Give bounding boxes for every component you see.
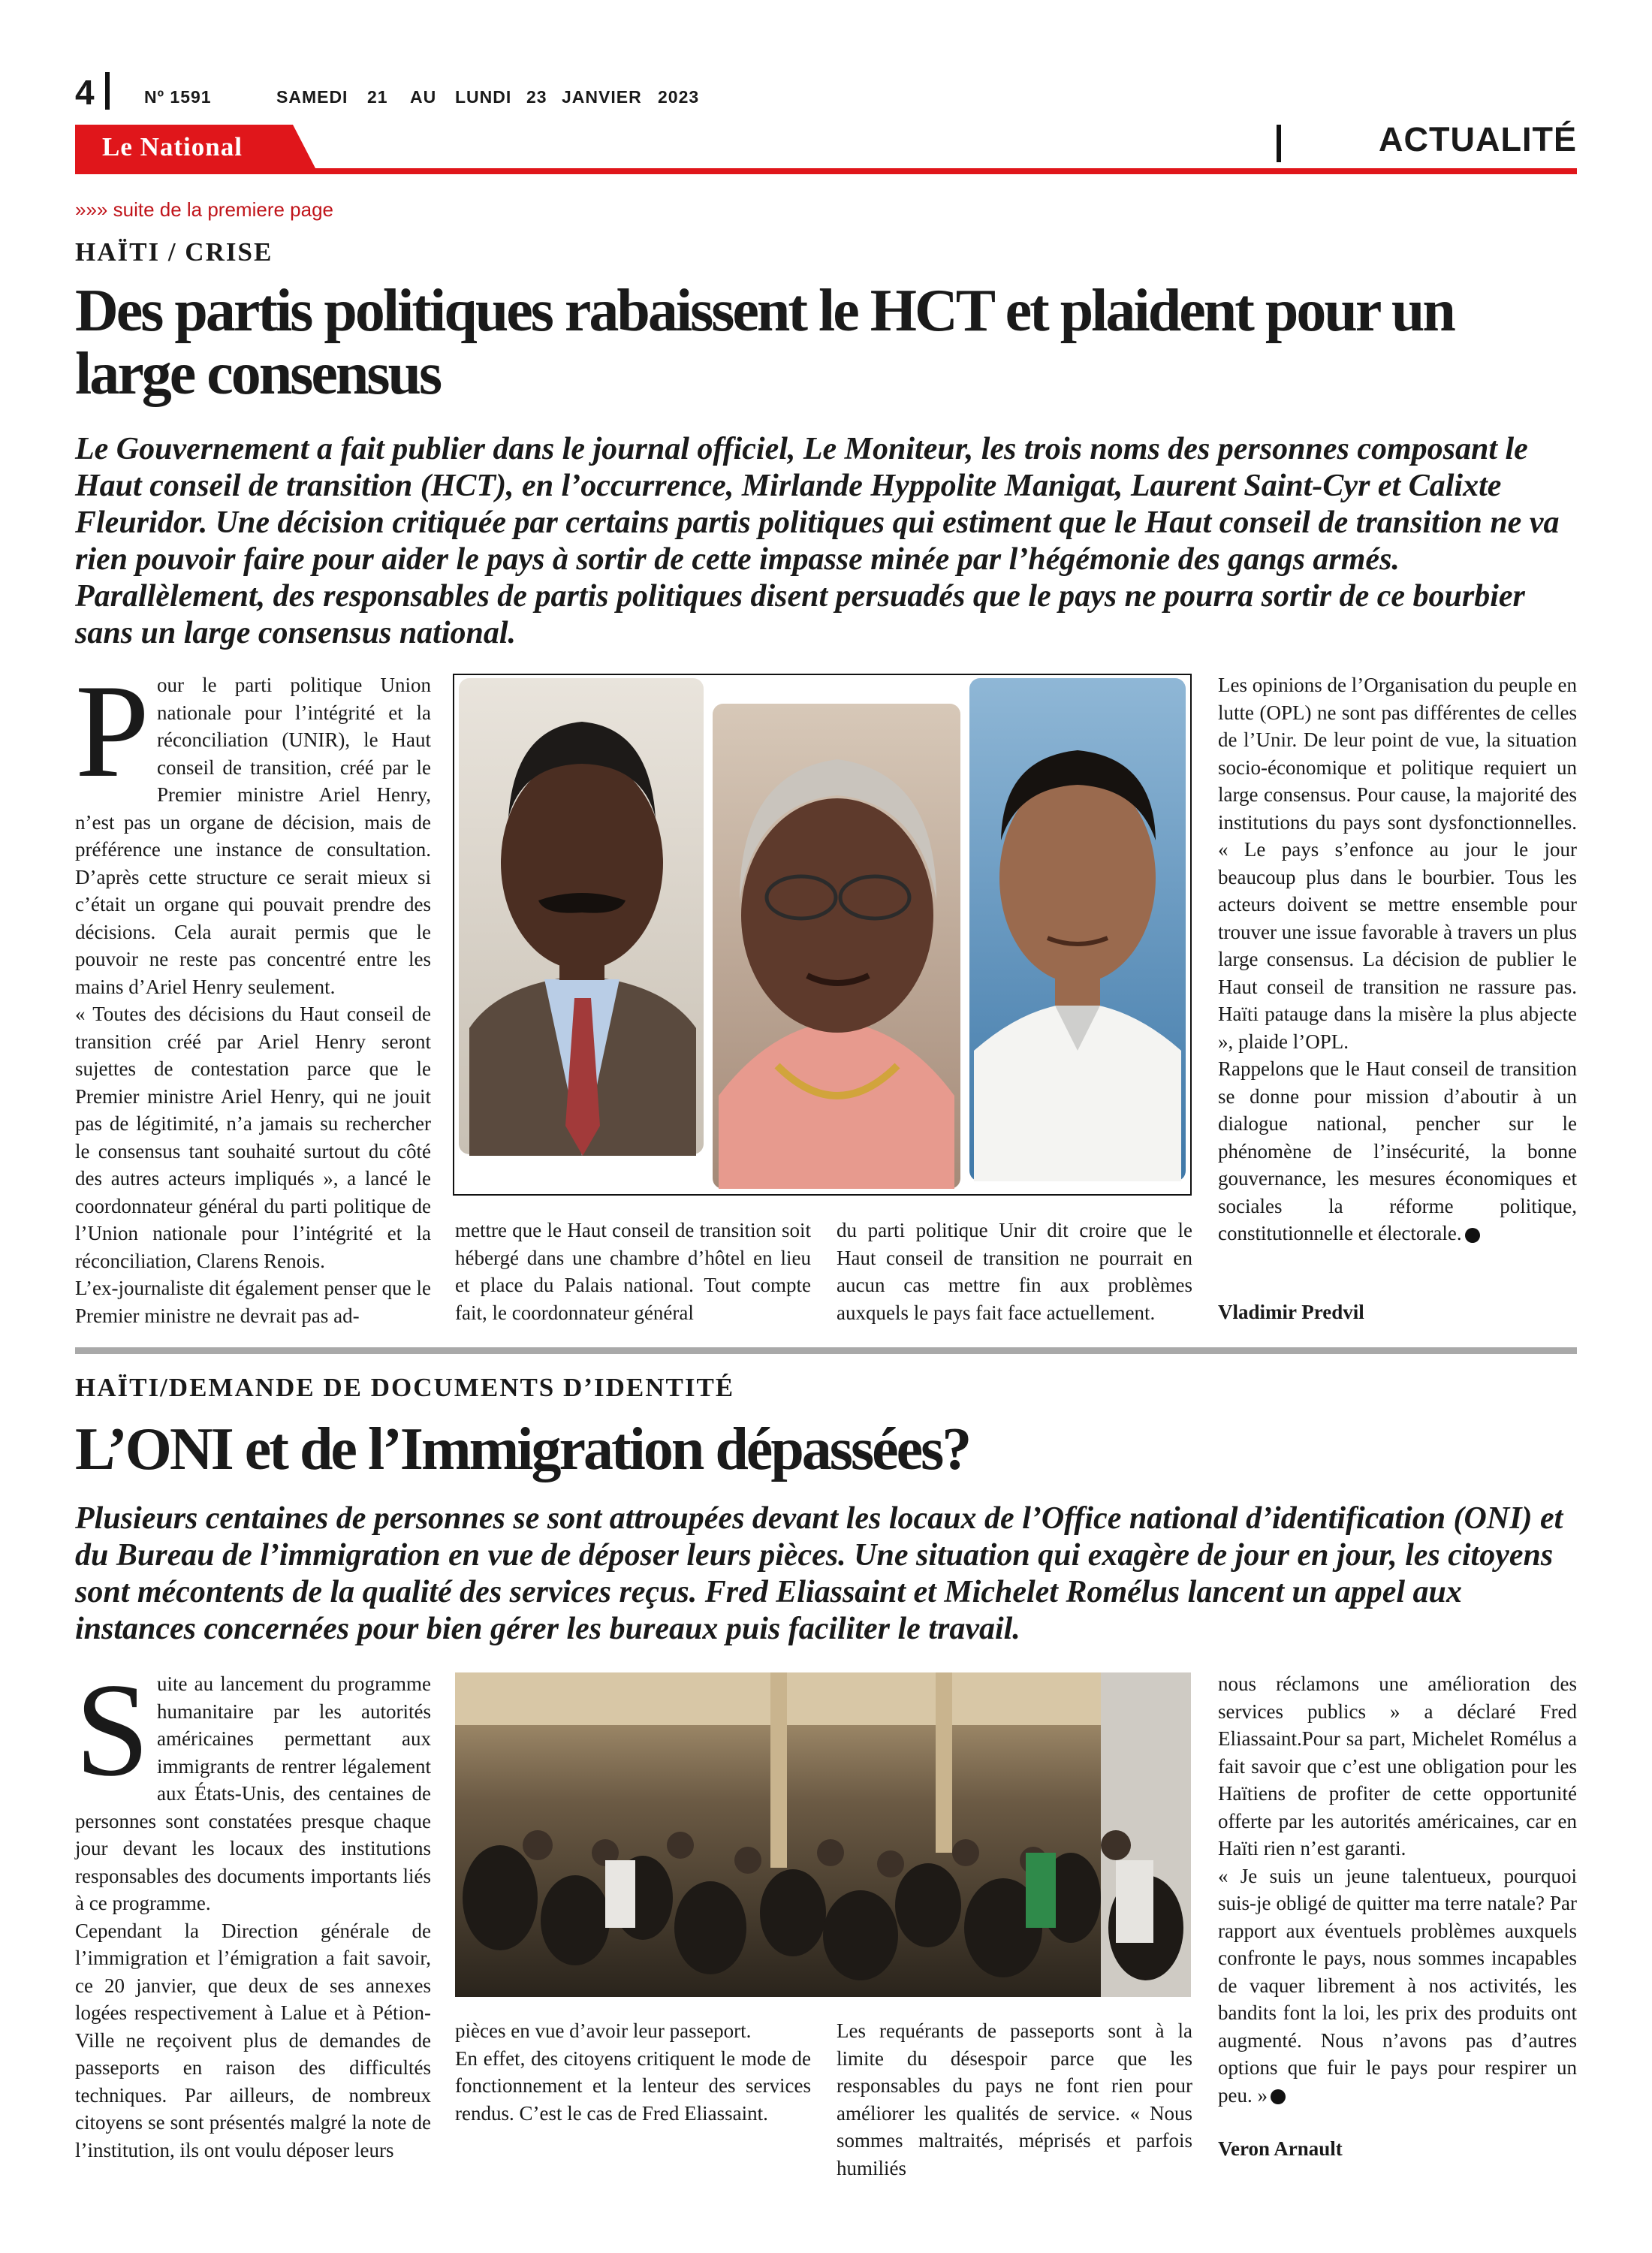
article2-col2-paragraph-2: En effet, des citoyens critiquent le mode de fonctionnement et la lenteur des services rendus. C’est le cas de Fred Eliassaint. bbox=[455, 2046, 811, 2125]
article1-col1-paragraph-1: our le parti politique Union nationale pour l’intégrité et la réconciliation (UNIR), le Haut conseil de transition, créé par le Premier ministre Ariel Henry, n’est pas un organe de décision, mais de préférence une instance de consultation. D’après cette structure ce serait mieux si c’était un organe qui pouvait prendre des décisions. Cela aurait permis que le pouvoir ne reste pas concentré entre les mains d’Ariel Henry seulement. bbox=[75, 674, 431, 998]
article1-dropcap: P bbox=[75, 656, 149, 805]
portrait-man-right bbox=[969, 678, 1186, 1181]
article1-col4-paragraph-2-text: Rappelons que le Haut conseil de transition se donne pour mission d’aboutir à un dialogue national, pencher sur le phénomène de l’insécurité, la bonne gouvernance, les mesures économiques et sociales la réforme politique, constitutionnelle et électorale. bbox=[1218, 1057, 1577, 1244]
article-separator bbox=[75, 1347, 1577, 1354]
article1-col1-paragraph-2: « Toutes des décisions du Haut conseil de transition créé par Ariel Henry seront sujettes de contestation parce que le Premier ministre Ariel Henry, qui ne jouit pas de légitimité, n’a jamais su rechercher le consensus tant souhaité surtout du côté des autres acteurs impliqués », a lancé le coordonnateur général du parti politique de l’Union nationale pour l’intégrité et la réconciliation, Clarens Renois. bbox=[75, 1003, 431, 1272]
article2-byline: Veron Arnault bbox=[1218, 2137, 1343, 2160]
article2-column-3: Les requérants de passeports sont à la limite du désespoir parce que les responsables du pays ne font rien pour améliorer les qualités de service. « Nous sommes maltraités, méprisés et parfois humiliés bbox=[837, 2019, 1192, 2179]
article2-column-4 bbox=[1218, 1670, 1577, 2109]
continued-note: »»» suite de la premiere page bbox=[75, 198, 334, 221]
date-year: 2023 bbox=[658, 87, 700, 107]
date-month: JANVIER bbox=[562, 87, 642, 107]
date-au: AU bbox=[410, 87, 437, 107]
crowd-photo bbox=[455, 1672, 1191, 1997]
masthead-name: Le National bbox=[102, 132, 243, 161]
article1-col1-paragraph-3: L’ex-journaliste dit également penser que le Premier ministre ne devrait pas ad- bbox=[75, 1277, 431, 1327]
article2-lead: Plusieurs centaines de personnes se sont attroupées devant les locaux de l’Office national d’identification (ONI) et du Bureau de l’immigration en vue de déposer leurs pièces. Une situation qui exagère de jour en jour, les citoyens sont mécontents de la qualité des services reçus. Fred Eliassaint et Michelet Romélus lancent un appel aux instances concernées pour bien gérer les bureaux puis faciliter le travail. bbox=[75, 1501, 1563, 1646]
hct-members-portraits bbox=[454, 675, 1190, 1194]
section-label: ACTUALITÉ bbox=[1379, 120, 1577, 158]
article2-column-2 bbox=[455, 2017, 811, 2127]
article2-col1-paragraph-1: uite au lancement du programme humanitaire par les autorités américaines permettant aux immigrants de rentrer légalement aux États-Unis, des centaines de personnes sont constatées presque chaque jour devant les locaux des institutions responsables des documents importants liés à ce programme. bbox=[75, 1672, 431, 1914]
header-rule bbox=[75, 168, 1577, 174]
article1-column-3: du parti politique Unir dit croire que le Haut conseil de transition ne pourrait en aucun cas mettre fin aux problèmes auxquels le pays fait face actuellement. bbox=[837, 1219, 1192, 1324]
end-of-article-icon bbox=[1465, 1228, 1480, 1243]
article1-column-1 bbox=[75, 656, 431, 1329]
article1-title: Des partis politiques rabaissent le HCT et plaident pour un large consensus bbox=[75, 278, 1454, 407]
date-day: SAMEDI bbox=[276, 87, 348, 107]
article1-byline: Vladimir Predvil bbox=[1218, 1301, 1364, 1323]
article1-col4-paragraph-1: Les opinions de l’Organisation du peuple en lutte (OPL) ne sont pas différentes de celles de l’Unir. De leur point de vue, la situation socio-économique et politique requiert un large consensus. Pour cause, la majorité des institutions du pays sont dysfonctionnelles. « Le pays s’enfonce au jour le jour beaucoup plus dans le bourbier. Tous les acteurs doivent se mettre ensemble pour trouver une issue favorable à travers un plus large consensus. La décision de publier le Haut conseil de transition ne rassure pas. Haïti patauge dans la misère la plus abjecte », plaide l’OPL. bbox=[1218, 674, 1577, 1053]
article2-col1-paragraph-2: Cependant la Direction générale de l’immigration et l’émigration a fait savoir, ce 20 janvier, que deux de ses annexes logées respectivement à Lalue et à Pétion-Ville ne reçoivent plus de demandes de passeports en raison des difficultés techniques. Par ailleurs, de nombreux citoyens se sont présentés malgré la note de l’institution, ils ont voulu déposer leurs bbox=[75, 1919, 431, 2161]
issue-number: Nº 1591 bbox=[144, 87, 212, 107]
page-number: 4 bbox=[75, 73, 95, 112]
article2-col4-paragraph-1: nous réclamons une amélioration des services publics » a déclaré Fred Eliassaint.Pour sa part, Michelet Romélus a fait savoir que c’est une obligation pour les Haïtiens de profiter de cette opportunité offerte par les autorités américaines, car en Haïti rien n’est garanti. bbox=[1218, 1672, 1577, 1859]
hct-members-photo bbox=[453, 674, 1192, 1196]
article2-kicker: HAÏTI/DEMANDE DE DOCUMENTS D’IDENTITÉ bbox=[75, 1373, 735, 1402]
date-to: 23 bbox=[526, 87, 547, 107]
header-divider bbox=[105, 72, 110, 110]
article1-lead: Le Gouvernement a fait publier dans le journal officiel, Le Moniteur, les trois noms des personnes composant le Haut conseil de transition (HCT), en l’occurrence, Mirlande Hyppolite Manigat, Laurent Saint-Cyr et Calixte Fleuridor. Une décision critiquée par certains partis politiques qui estiment que le Haut conseil de transition ne va rien pouvoir faire pour aider le pays à sortir de cette impasse minée par l’hégémonie des gangs armés. Parallèlement, des responsables de partis politiques disent persuadés que le pays ne pourra sortir de ce bourbier sans un large consensus national. bbox=[75, 432, 1560, 650]
crowd-illustration bbox=[455, 1672, 1191, 1997]
date-to-day: LUNDI bbox=[455, 87, 512, 107]
portrait-woman-center bbox=[713, 704, 960, 1189]
masthead-logo bbox=[75, 125, 315, 168]
article1-kicker: HAÏTI / CRISE bbox=[75, 237, 273, 267]
article2-col2-paragraph-1: pièces en vue d’avoir leur passeport. bbox=[455, 2019, 752, 2042]
article2-title: L’ONI et de l’Immigration dépassées? bbox=[75, 1416, 970, 1482]
article2-col4-paragraph-2-text: « Je suis un jeune talentueux, pourquoi suis-je obligé de quitter ma terre natale? Par rapport aux éventuels problèmes auxquels confronte le pays, nous sommes incapables de vaquer librement à nos activités, les bandits font la loi, les prix des produits ont augmenté. Nous n’avons pas d’autres options que fuir le pays pour respirer un peu. » bbox=[1218, 1864, 1577, 2107]
article2-col4-paragraph-2 bbox=[1218, 1862, 1577, 2110]
end-of-article-icon bbox=[1271, 2089, 1286, 2104]
portrait-man-left bbox=[459, 678, 704, 1156]
section-divider bbox=[1277, 125, 1281, 162]
article2-column-1 bbox=[75, 1655, 431, 2164]
article1-column-2: mettre que le Haut conseil de transition soit hébergé dans une chambre d’hôtel en lieu et place du Palais national. Tout compte fait, le coordonnateur général bbox=[455, 1219, 811, 1324]
article1-col4-paragraph-2 bbox=[1218, 1055, 1577, 1247]
date-from: 21 bbox=[367, 87, 388, 107]
article1-column-4 bbox=[1218, 671, 1577, 1247]
article2-dropcap: S bbox=[75, 1655, 149, 1804]
